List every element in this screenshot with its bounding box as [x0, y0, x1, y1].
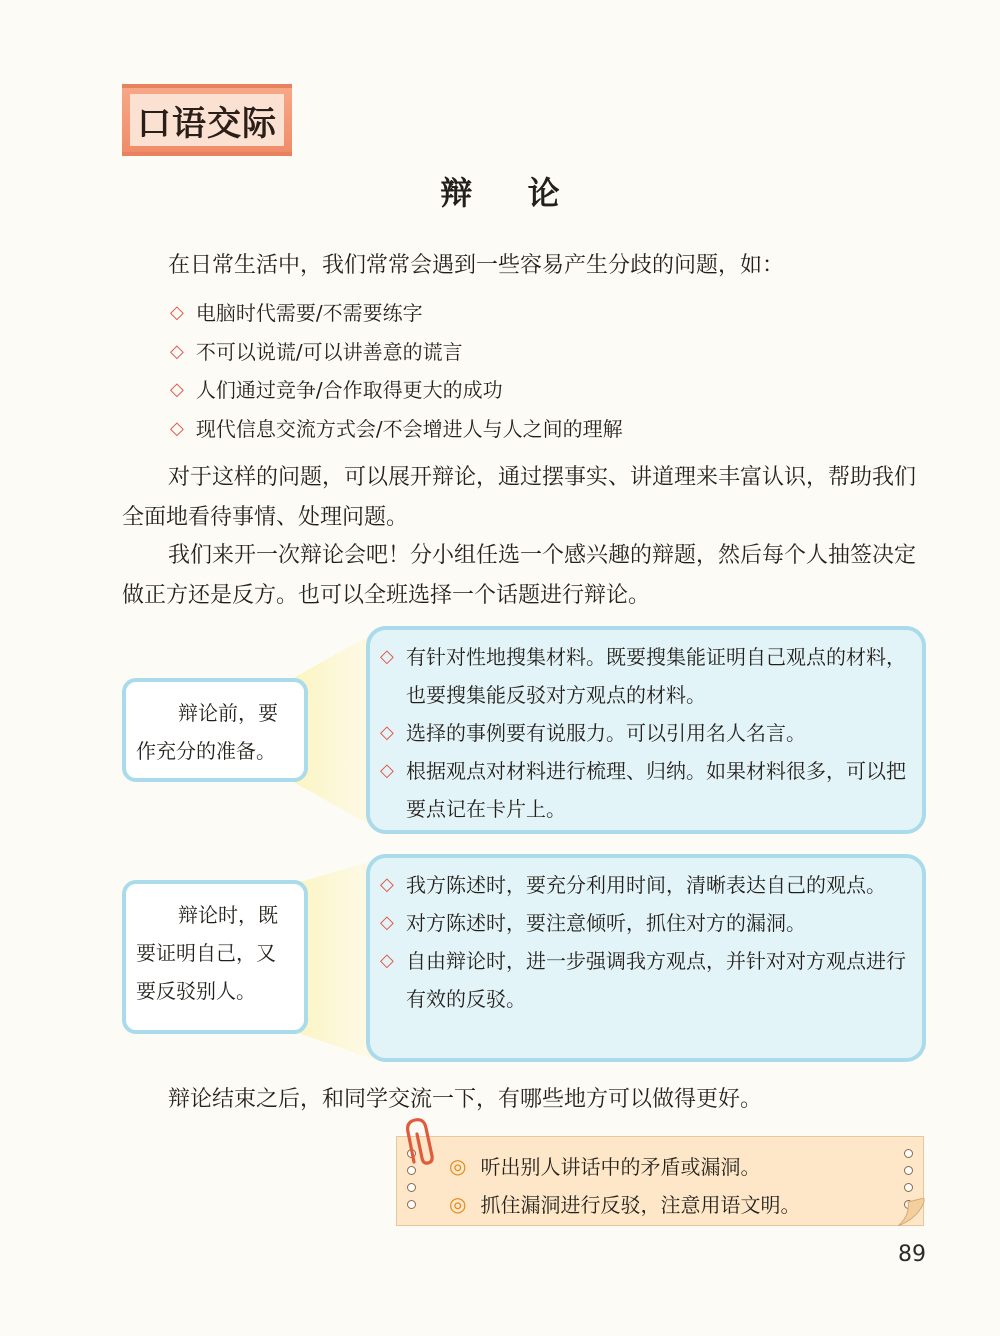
before-label: 辩论前，要作充分的准备。 — [136, 701, 278, 763]
diamond-bullet-icon: ◇ — [170, 417, 184, 439]
topic-item: ◇ 现代信息交流方式会/不会增进人与人之间的理解 — [170, 410, 623, 449]
before-point: ◇ 选择的事例要有说服力。可以引用名人名言。 — [406, 714, 908, 752]
during-label: 辩论时，既要证明自己，又要反驳别人。 — [136, 903, 278, 1003]
during-point: ◇ 我方陈述时，要充分利用时间，清晰表达自己的观点。 — [406, 866, 908, 904]
page-number: 89 — [898, 1242, 926, 1267]
diamond-bullet-icon: ◇ — [380, 950, 394, 971]
diamond-bullet-icon: ◇ — [380, 874, 394, 895]
diamond-bullet-icon: ◇ — [380, 912, 394, 933]
diamond-bullet-icon: ◇ — [380, 722, 394, 743]
instruction-paragraph: 我们来开一次辩论会吧！分小组任选一个感兴趣的辩题，然后每个人抽签决定做正方还是反方。也可以全班选择一个话题进行辩论。 — [122, 543, 917, 608]
diamond-bullet-icon: ◇ — [380, 646, 394, 667]
topic-list — [170, 294, 623, 448]
tip-card — [396, 1136, 924, 1226]
page-title: 辩 论 — [440, 174, 582, 212]
during-point: ◇ 自由辩论时，进一步强调我方观点，并针对对方观点进行有效的反驳。 — [406, 942, 908, 1018]
page-curl-icon — [898, 1198, 926, 1226]
diamond-bullet-icon: ◇ — [380, 760, 394, 781]
diamond-bullet-icon: ◇ — [170, 340, 184, 362]
paperclip-icon — [400, 1114, 444, 1170]
diamond-bullet-icon: ◇ — [170, 302, 184, 324]
section-header — [122, 84, 292, 156]
topic-item: ◇ 人们通过竞争/合作取得更大的成功 — [170, 371, 623, 410]
before-point: ◇ 有针对性地搜集材料。既要搜集能证明自己观点的材料，也要搜集能反驳对方观点的材料。 — [406, 638, 908, 714]
intro-paragraph: 在日常生活中，我们常常会遇到一些容易产生分歧的问题，如： — [168, 253, 785, 278]
topic-item: ◇ 不可以说谎/可以讲善意的谎言 — [170, 333, 623, 372]
before-point: ◇ 根据观点对材料进行梳理、归纳。如果材料很多，可以把要点记在卡片上。 — [406, 752, 908, 828]
topic-item: ◇ 电脑时代需要/不需要练字 — [170, 294, 623, 333]
closing-paragraph: 辩论结束之后，和同学交流一下，有哪些地方可以做得更好。 — [168, 1087, 763, 1112]
ring-bullet-icon: ◎ — [449, 1191, 467, 1216]
during-point: ◇ 对方陈述时，要注意倾听，抓住对方的漏洞。 — [406, 904, 908, 942]
section-header-label: 口语交际 — [137, 103, 277, 144]
before-label-box — [122, 678, 308, 782]
during-points-box — [366, 854, 926, 1062]
diamond-bullet-icon: ◇ — [170, 379, 184, 401]
ring-bullet-icon: ◎ — [449, 1153, 467, 1178]
before-points-box — [366, 626, 926, 834]
explanation-paragraph: 对于这样的问题，可以展开辩论，通过摆事实、讲道理来丰富认识，帮助我们全面地看待事情、处理问题。 — [122, 465, 917, 530]
tip-item: ◎ 抓住漏洞进行反驳，注意用语文明。 — [449, 1191, 801, 1217]
during-label-box — [122, 880, 308, 1034]
tip-item: ◎ 听出别人讲话中的矛盾或漏洞。 — [449, 1153, 761, 1179]
